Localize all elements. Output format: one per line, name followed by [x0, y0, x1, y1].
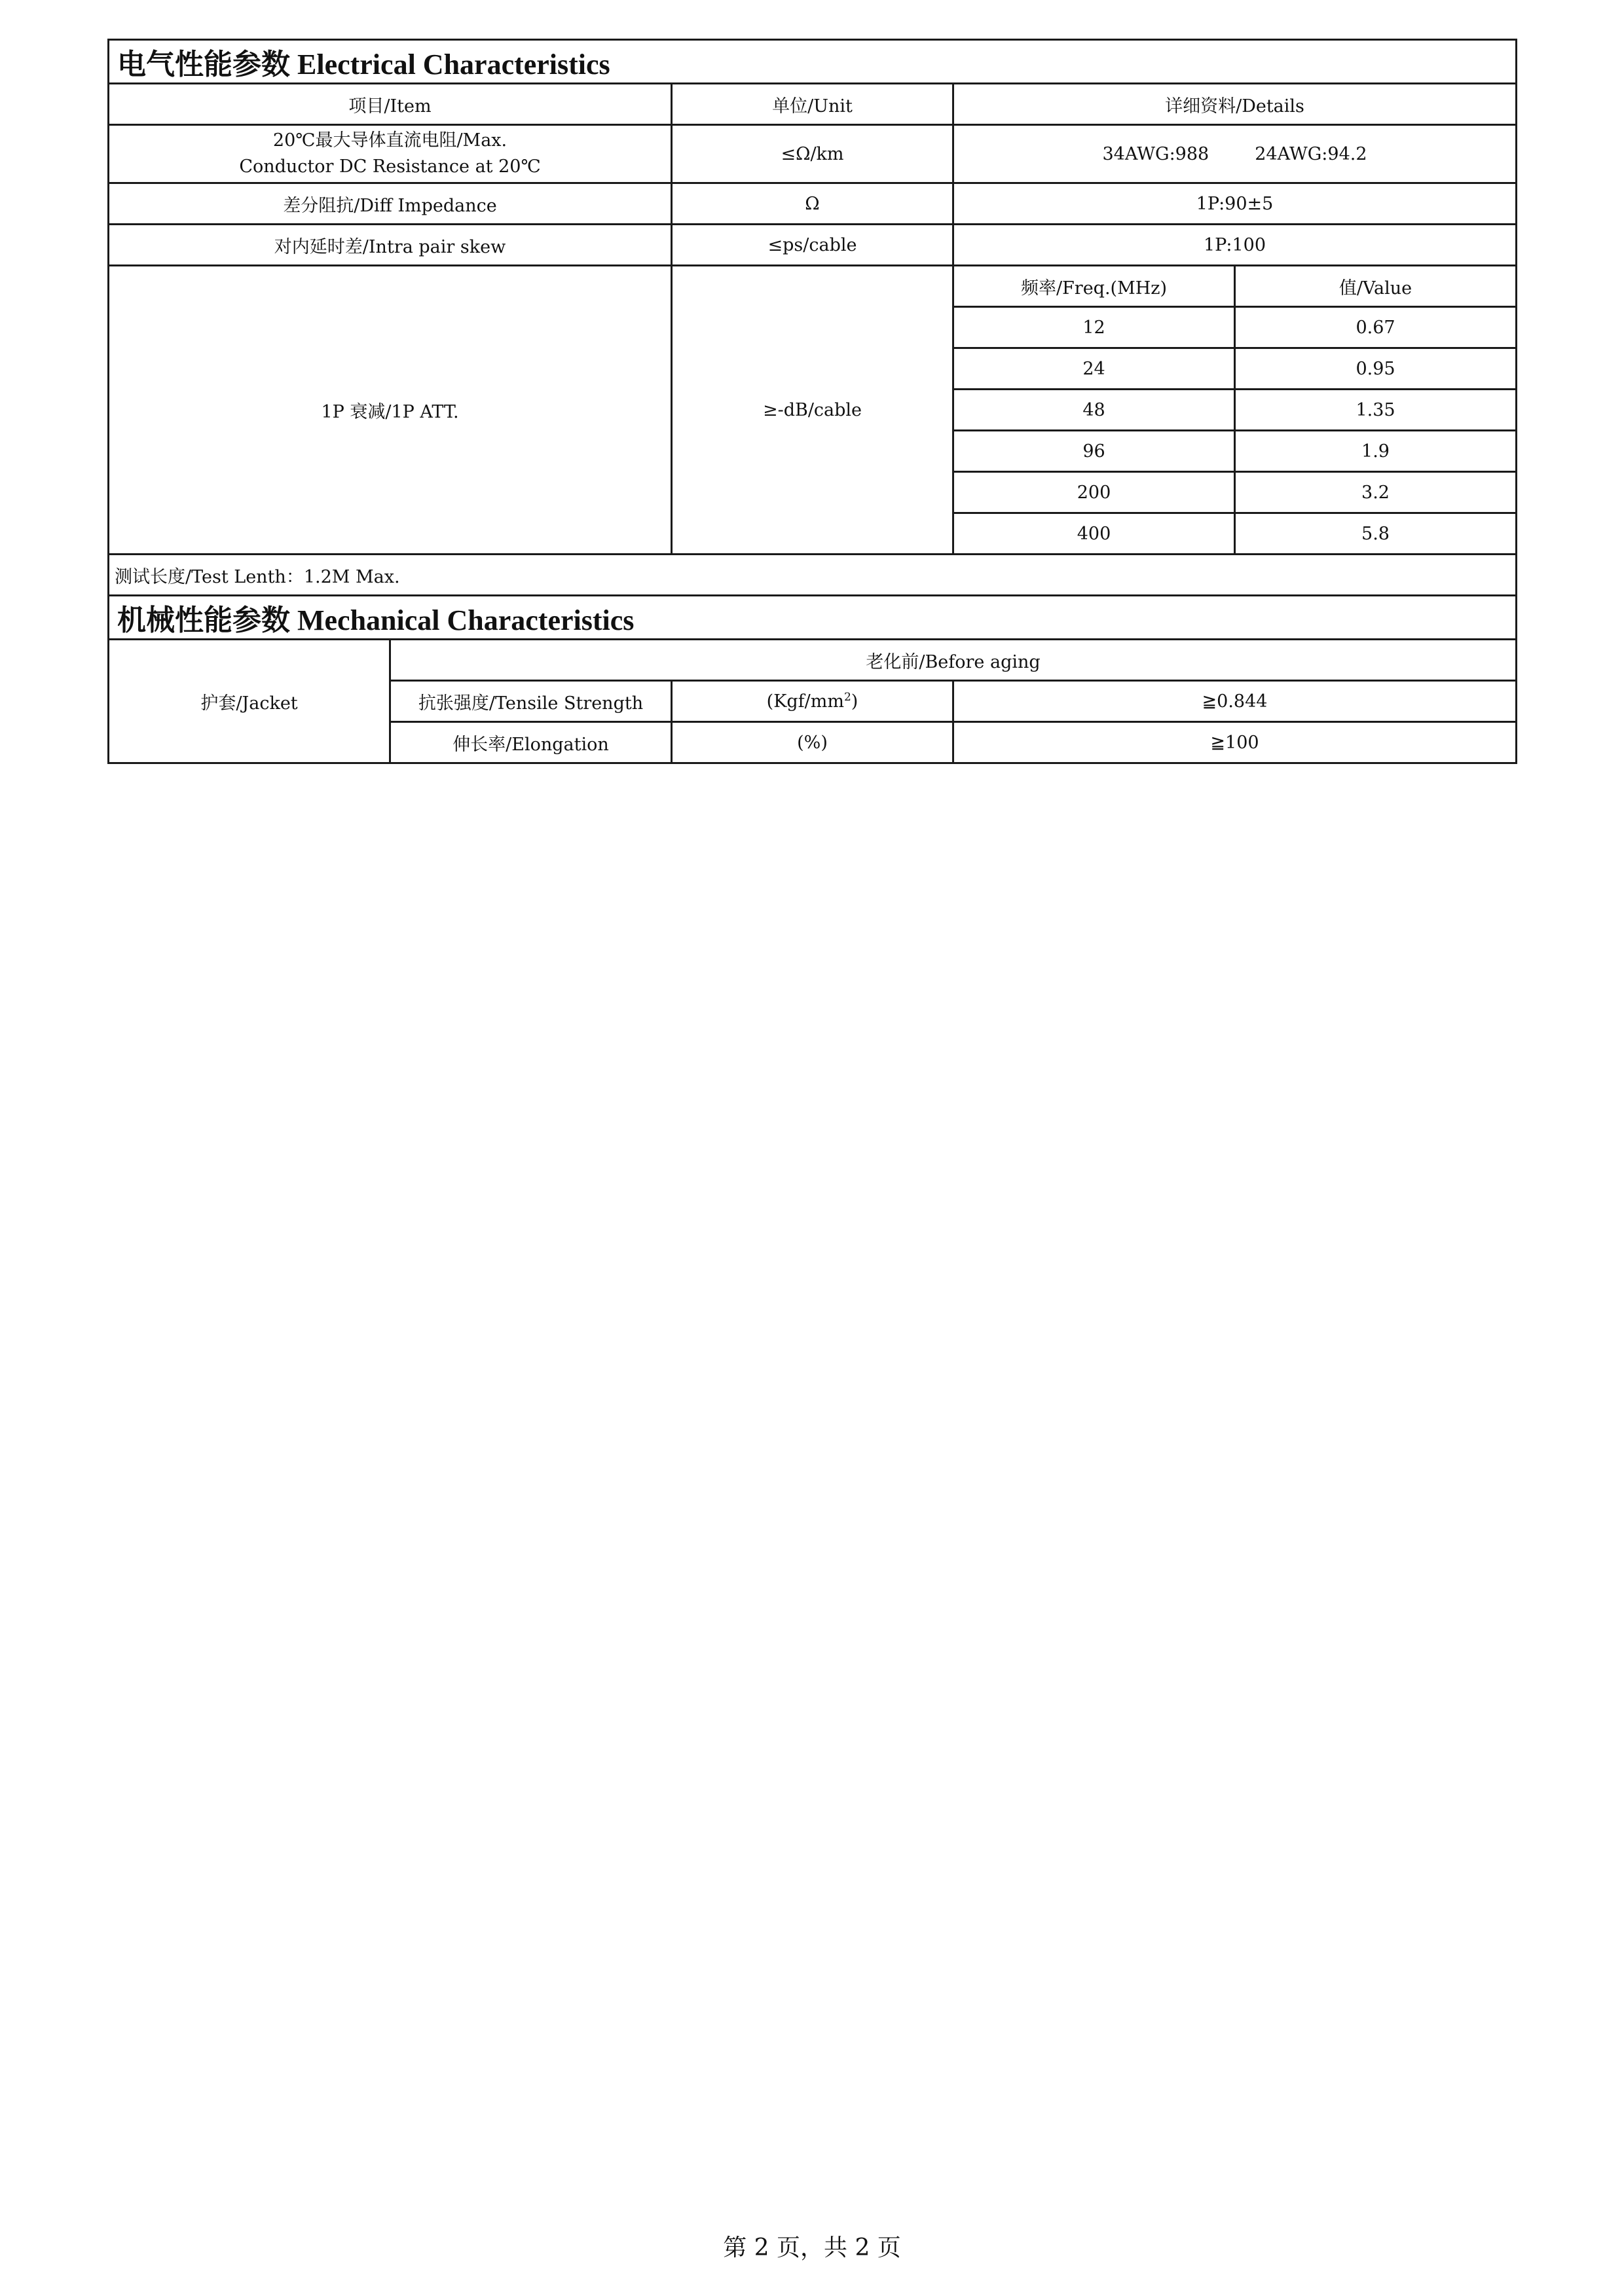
resistance-detail-24awg: 24AWG:94.2 [1255, 143, 1367, 164]
attenuation-freq: 48 [953, 390, 1235, 431]
col-item-header: 项目/Item [109, 84, 672, 125]
tensile-item: 抗张强度/Tensile Strength [390, 681, 672, 722]
tensile-unit: $(Kgf/mm^2)$ [672, 681, 953, 722]
attenuation-freq: 12 [953, 307, 1235, 348]
elongation-unit: (%) [672, 722, 953, 763]
impedance-unit: Ω [672, 183, 953, 225]
elongation-item: 伸长率/Elongation [390, 722, 672, 763]
attenuation-freq: 96 [953, 431, 1235, 472]
attenuation-header-row [109, 266, 1517, 307]
attenuation-unit: ≥-dB/cable [672, 266, 953, 555]
resistance-unit: ≤Ω/km [672, 125, 953, 183]
electrical-heading: 电气性能参数 Electrical Characteristics [109, 40, 1517, 84]
resistance-item [109, 125, 672, 183]
resistance-item-line2: Conductor DC Resistance at 20℃ [239, 156, 541, 177]
skew-item: 对内延时差/Intra pair skew [109, 225, 672, 266]
skew-unit: ≤ps/cable [672, 225, 953, 266]
value-header: 值/Value [1235, 266, 1517, 307]
col-details-header: 详细资料/Details [953, 84, 1517, 125]
jacket-label: 护套/Jacket [109, 640, 390, 763]
page-number-footer: 第 2 页，共 2 页 [723, 2234, 901, 2261]
attenuation-freq: 400 [953, 513, 1235, 555]
impedance-item: 差分阻抗/Diff Impedance [109, 183, 672, 225]
elongation-value: ≧100 [953, 722, 1517, 763]
attenuation-value: 3.2 [1235, 472, 1517, 513]
before-aging-header: 老化前/Before aging [390, 640, 1517, 681]
test-length-note: 测试长度/Test Lenth：1.2M Max. [109, 555, 1517, 596]
spec-table [107, 39, 1517, 764]
freq-header: 频率/Freq.(MHz) [953, 266, 1235, 307]
resistance-row [109, 125, 1517, 183]
resistance-details [953, 125, 1517, 183]
electrical-heading-row [109, 40, 1517, 84]
mechanical-heading-row [109, 596, 1517, 640]
attenuation-value: 0.95 [1235, 348, 1517, 390]
impedance-details: 1P:90±5 [953, 183, 1517, 225]
skew-details: 1P:100 [953, 225, 1517, 266]
resistance-detail-34awg: 34AWG:988 [1102, 143, 1209, 164]
impedance-row [109, 183, 1517, 225]
resistance-item-line1: 20℃最大导体直流电阻/Max. [272, 130, 507, 151]
attenuation-value: 1.9 [1235, 431, 1517, 472]
attenuation-value: 0.67 [1235, 307, 1517, 348]
attenuation-value: 1.35 [1235, 390, 1517, 431]
mechanical-heading: 机械性能参数 Mechanical Characteristics [109, 596, 1517, 640]
attenuation-freq: 24 [953, 348, 1235, 390]
tensile-value: ≧0.844 [953, 681, 1517, 722]
attenuation-value: 5.8 [1235, 513, 1517, 555]
before-aging-row [109, 640, 1517, 681]
attenuation-item: 1P 衰减/1P ATT. [109, 266, 672, 555]
electrical-header-row [109, 84, 1517, 125]
skew-row [109, 225, 1517, 266]
col-unit-header: 单位/Unit [672, 84, 953, 125]
test-length-row [109, 555, 1517, 596]
attenuation-freq: 200 [953, 472, 1235, 513]
